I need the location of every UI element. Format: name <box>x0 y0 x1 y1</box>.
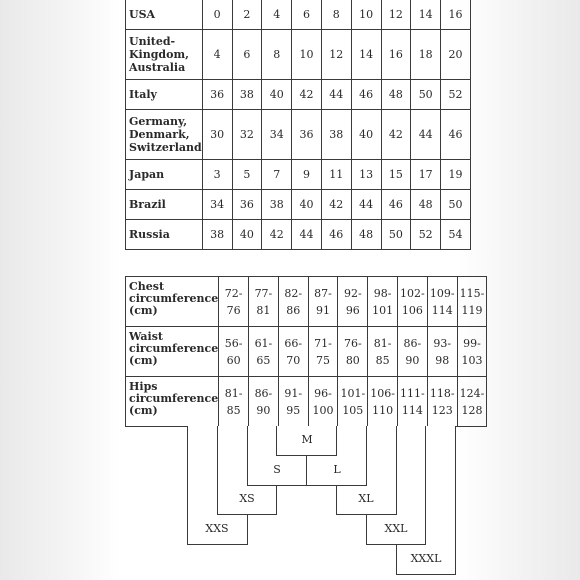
size-cell: 19 <box>441 160 471 190</box>
size-cell: 42 <box>381 110 411 160</box>
country-label: United- Kingdom, Australia <box>126 30 203 80</box>
measurement-cell: 72- 76 <box>219 277 249 327</box>
measurement-cell: 81- 85 <box>219 377 249 427</box>
measurement-cell: 96- 100 <box>308 377 338 427</box>
measurement-cell: 66- 70 <box>278 327 308 377</box>
measurement-cell: 93- 98 <box>427 327 457 377</box>
size-cell: 42 <box>292 80 322 110</box>
size-letter: XL <box>358 492 374 505</box>
size-cell: 5 <box>232 160 262 190</box>
size-cell: 36 <box>292 110 322 160</box>
size-cell: 18 <box>411 30 441 80</box>
country-label: Italy <box>126 80 203 110</box>
measurement-cell: 98- 101 <box>368 277 398 327</box>
measurement-label: Hips circumference (cm) <box>126 377 219 427</box>
size-cell: 38 <box>232 80 262 110</box>
size-cell: 52 <box>411 220 441 250</box>
table-row <box>126 377 487 427</box>
size-letter: L <box>333 463 341 476</box>
size-cell: 42 <box>321 190 351 220</box>
measurement-cell: 71- 75 <box>308 327 338 377</box>
measurement-cell: 92- 96 <box>338 277 368 327</box>
table-row <box>126 0 471 30</box>
table-row <box>126 30 471 80</box>
size-cell: 44 <box>321 80 351 110</box>
measurement-cell: 124- 128 <box>457 377 487 427</box>
size-cell: 17 <box>411 160 441 190</box>
size-cell: 48 <box>411 190 441 220</box>
measurement-cell: 61- 65 <box>249 327 279 377</box>
table-row <box>126 327 487 377</box>
size-cell: 14 <box>411 0 441 30</box>
measurement-cell: 76- 80 <box>338 327 368 377</box>
size-cell: 12 <box>321 30 351 80</box>
country-label: Germany, Denmark, Switzerland <box>126 110 203 160</box>
size-cell: 4 <box>202 30 232 80</box>
size-cell: 15 <box>381 160 411 190</box>
size-cell: 42 <box>262 220 292 250</box>
size-cell: 40 <box>351 110 381 160</box>
size-cell: 48 <box>351 220 381 250</box>
measurement-cell: 118- 123 <box>427 377 457 427</box>
size-cell: 0 <box>202 0 232 30</box>
size-cell: 38 <box>262 190 292 220</box>
size-cell: 38 <box>202 220 232 250</box>
size-cell: 11 <box>321 160 351 190</box>
size-cell: 16 <box>441 0 471 30</box>
measurement-table <box>125 276 487 427</box>
size-cell: 36 <box>202 80 232 110</box>
measurement-cell: 106- 110 <box>368 377 398 427</box>
size-cell: 52 <box>441 80 471 110</box>
table-row <box>126 220 471 250</box>
size-cell: 14 <box>351 30 381 80</box>
size-cell: 44 <box>351 190 381 220</box>
size-letter: XXL <box>384 522 408 535</box>
size-cell: 46 <box>381 190 411 220</box>
size-cell: 3 <box>202 160 232 190</box>
size-cell: 36 <box>232 190 262 220</box>
size-letter: M <box>301 433 313 446</box>
measurement-cell: 91- 95 <box>278 377 308 427</box>
table-row <box>126 110 471 160</box>
size-cell: 44 <box>292 220 322 250</box>
measurement-cell: 111- 114 <box>398 377 428 427</box>
table-row <box>126 277 487 327</box>
measurement-cell: 81- 85 <box>368 327 398 377</box>
size-letter: XXS <box>205 522 229 535</box>
size-cell: 8 <box>321 0 351 30</box>
size-cell: 6 <box>232 30 262 80</box>
size-cell: 38 <box>321 110 351 160</box>
size-cell: 54 <box>441 220 471 250</box>
size-cell: 20 <box>441 30 471 80</box>
measurement-cell: 115- 119 <box>457 277 487 327</box>
table-row <box>126 80 471 110</box>
size-cell: 46 <box>351 80 381 110</box>
measurement-label: Chest circumference (cm) <box>126 277 219 327</box>
size-cell: 8 <box>262 30 292 80</box>
measurement-cell: 86- 90 <box>249 377 279 427</box>
size-cell: 40 <box>232 220 262 250</box>
measurement-cell: 86- 90 <box>398 327 428 377</box>
size-cell: 48 <box>381 80 411 110</box>
measurement-cell: 77- 81 <box>249 277 279 327</box>
size-cell: 50 <box>411 80 441 110</box>
size-cell: 30 <box>202 110 232 160</box>
measurement-label: Waist circumference (cm) <box>126 327 219 377</box>
measurement-cell: 82- 86 <box>278 277 308 327</box>
size-cell: 34 <box>202 190 232 220</box>
size-cell: 40 <box>292 190 322 220</box>
country-label: Brazil <box>126 190 203 220</box>
size-letter: XS <box>239 492 255 505</box>
size-cell: 7 <box>262 160 292 190</box>
measurement-cell: 87- 91 <box>308 277 338 327</box>
size-cell: 4 <box>262 0 292 30</box>
size-cell: 46 <box>321 220 351 250</box>
size-cell: 13 <box>351 160 381 190</box>
size-cell: 44 <box>411 110 441 160</box>
size-cell: 32 <box>232 110 262 160</box>
size-cell: 12 <box>381 0 411 30</box>
measurement-cell: 109- 114 <box>427 277 457 327</box>
size-letter: XXXL <box>410 552 442 565</box>
measurement-cell: 99- 103 <box>457 327 487 377</box>
measurement-cell: 101- 105 <box>338 377 368 427</box>
table-row <box>126 160 471 190</box>
size-cell: 46 <box>441 110 471 160</box>
measurement-cell: 102- 106 <box>398 277 428 327</box>
size-cell: 9 <box>292 160 322 190</box>
country-label: USA <box>126 0 203 30</box>
size-cell: 16 <box>381 30 411 80</box>
measurement-cell: 56- 60 <box>219 327 249 377</box>
country-size-table <box>125 0 471 250</box>
size-cell: 50 <box>381 220 411 250</box>
size-cell: 10 <box>292 30 322 80</box>
table-row <box>126 190 471 220</box>
size-cell: 40 <box>262 80 292 110</box>
size-cell: 6 <box>292 0 322 30</box>
size-cell: 34 <box>262 110 292 160</box>
size-cell: 50 <box>441 190 471 220</box>
country-label: Japan <box>126 160 203 190</box>
size-cell: 2 <box>232 0 262 30</box>
size-cell: 10 <box>351 0 381 30</box>
country-label: Russia <box>126 220 203 250</box>
size-letter: S <box>273 463 281 476</box>
